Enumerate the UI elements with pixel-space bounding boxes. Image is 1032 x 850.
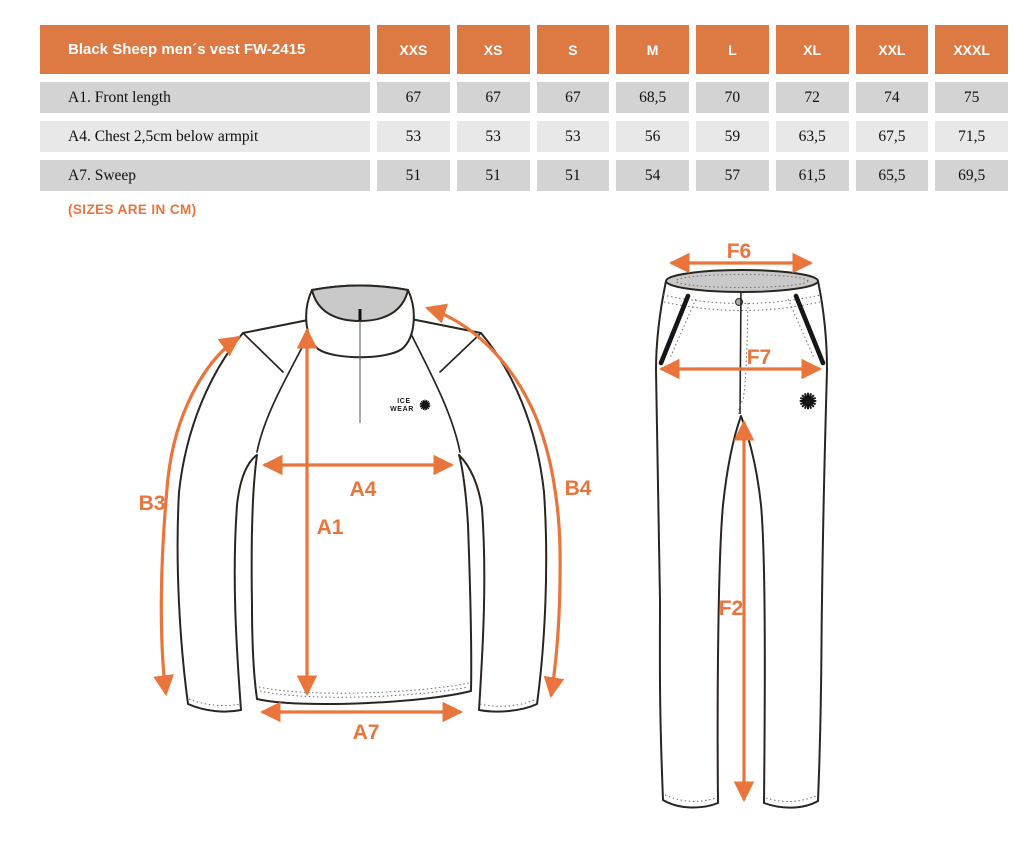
table-value: 68,5 [616, 82, 689, 113]
table-value: 69,5 [935, 160, 1008, 191]
table-value: 67,5 [856, 121, 929, 152]
garment-measurement-diagrams [0, 240, 1032, 850]
snowflake-icon [420, 400, 430, 410]
label-f7: F7 [746, 346, 772, 369]
table-value: 67 [377, 82, 450, 113]
row-label-sweep: A7. Sweep [40, 160, 370, 191]
label-b3: B3 [138, 492, 166, 515]
logo-text-line1: ICE [397, 398, 411, 405]
label-a4: A4 [349, 478, 377, 501]
table-value: 67 [457, 82, 530, 113]
size-header-xxl: XXL [856, 25, 929, 74]
size-table [40, 25, 1008, 191]
size-header-xxs: XXS [377, 25, 450, 74]
size-header-xs: XS [457, 25, 530, 74]
table-value: 53 [377, 121, 450, 152]
label-f6: F6 [726, 240, 752, 263]
label-f2: F2 [718, 597, 744, 620]
size-header-m: M [616, 25, 689, 74]
size-header-l: L [696, 25, 769, 74]
table-value: 74 [856, 82, 929, 113]
row-label-front-length: A1. Front length [40, 82, 370, 113]
table-value: 57 [696, 160, 769, 191]
table-value: 67 [537, 82, 610, 113]
table-value: 54 [616, 160, 689, 191]
fly-center-seam [740, 292, 741, 414]
sizes-unit-note: (SIZES ARE IN CM) [68, 202, 197, 217]
table-value: 51 [457, 160, 530, 191]
table-value: 70 [696, 82, 769, 113]
table-value: 51 [537, 160, 610, 191]
snowflake-icon [801, 394, 816, 409]
table-value: 72 [776, 82, 849, 113]
sweater-outline [178, 319, 547, 712]
table-value: 75 [935, 82, 1008, 113]
table-title: Black Sheep men´s vest FW-2415 [40, 25, 370, 74]
row-label-chest: A4. Chest 2,5cm below armpit [40, 121, 370, 152]
pants-outline [656, 281, 827, 808]
table-value: 59 [696, 121, 769, 152]
size-header-s: S [537, 25, 610, 74]
table-value: 71,5 [935, 121, 1008, 152]
table-value: 53 [457, 121, 530, 152]
table-value: 56 [616, 121, 689, 152]
size-header-xl: XL [776, 25, 849, 74]
table-value: 63,5 [776, 121, 849, 152]
label-a7: A7 [352, 721, 380, 744]
table-value: 65,5 [856, 160, 929, 191]
table-value: 61,5 [776, 160, 849, 191]
label-b4: B4 [564, 477, 592, 500]
logo-text-line2: WEAR [390, 406, 414, 413]
table-value: 53 [537, 121, 610, 152]
sweater-diagram [139, 286, 592, 745]
pants-diagram [656, 240, 827, 808]
waist-opening [666, 270, 818, 292]
label-a1: A1 [316, 516, 344, 539]
table-value: 51 [377, 160, 450, 191]
size-header-xxxl: XXXL [935, 25, 1008, 74]
